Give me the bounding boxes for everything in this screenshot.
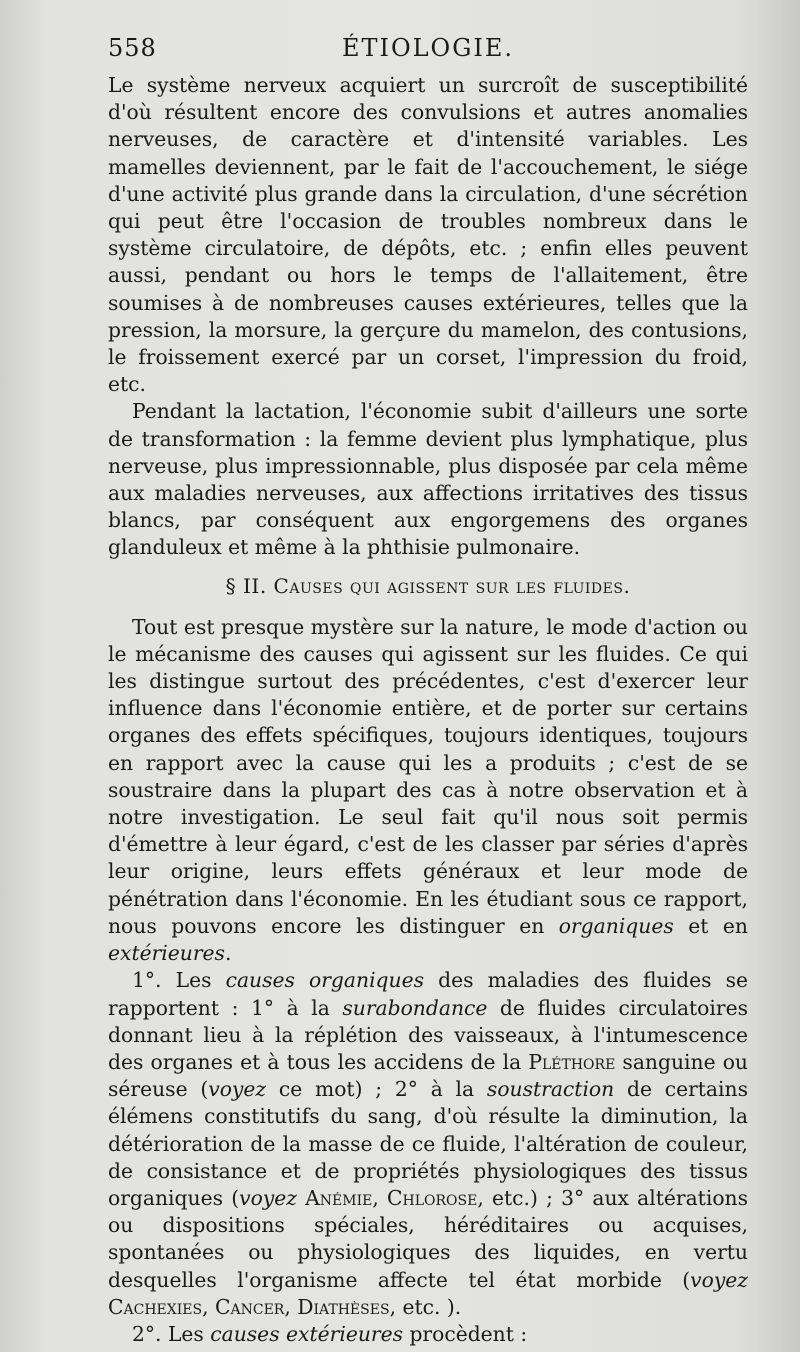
fluids-intro-text: Tout est presque mystère sur la nature, le mode d'action ou le mécanisme des causes qui agissent sur les fluides. Ce qui les distingue surtout des précédentes, c'est d'exercer leur influence dans l'économie entière, et de porter sur certains organes des effets spécifiques, toujours identiques, toujours en rapport avec la cause qui les a produits ; c'est de se soustraire dans la plupart des cas à notre observation et à notre investigation. Le seul fait qu'il nous soit permis d'émettre à leur égard, c'est de les classer par séries d'après leur origine, leurs effets généraux et leur mode de pénétration dans l'économie. En les étudiant sous ce rapport, nous pouvons encore les distinguer en xyxy=(108,614,748,938)
term-exterieures: extérieures xyxy=(108,941,225,966)
paragraph-lactation: Pendant la lactation, l'économie subit d'ailleurs une sorte de transformation : la femme devient plus lymphatique, plus nerveuse, plus impressionnable, plus disposée par cela même aux maladies nerveuses, aux affections irritatives des tissus blancs, par conséquent aux engorgemens des organes glanduleux et même à la phthisie pulmonaire. xyxy=(108,399,748,560)
external-tail: procèdent : xyxy=(403,1321,528,1346)
term-organiques: organiques xyxy=(558,913,674,938)
term-voyez-2: voyez xyxy=(239,1185,297,1210)
section-number: § II. xyxy=(225,573,267,598)
page-header xyxy=(108,30,748,70)
organic-text-8: , etc.) ; 3° aux altérations ou dispositions spéciales, héréditaires ou acquises, spontanées ou physiologiques des liquides, en vertu desquelles l'organisme affecte tel état morbide ( xyxy=(108,1185,749,1292)
external-lead: 2°. Les xyxy=(132,1321,211,1346)
ref-anemie: Anémie xyxy=(305,1185,373,1210)
ref-chlorose: Chlorose xyxy=(387,1185,478,1210)
organic-text-1: des maladies des fluides se rapportent : 1° à la xyxy=(108,968,748,1020)
page-body xyxy=(108,72,748,1348)
ref-diatheses: Diathèses xyxy=(297,1294,390,1319)
ref-cancer: Cancer xyxy=(214,1294,285,1319)
term-soustraction: soustraction xyxy=(486,1077,615,1102)
organic-text-5: de certains élémens constitutifs du sang, d'où résulte la diminution, la détérioration de la masse de ce fluide, l'altération de couleur, de consistance et de propriétés physiologiques des tissus organiques ( xyxy=(108,1077,748,1210)
ref-cachexies: Cachexies xyxy=(108,1294,203,1319)
organic-text-10: , xyxy=(202,1294,215,1319)
term-voyez-1: voyez xyxy=(208,1077,267,1102)
term-surabondance: surabondance xyxy=(342,995,488,1020)
organic-text-3: sanguine ou séreuse ( xyxy=(108,1049,748,1102)
page-number: 558 xyxy=(108,34,157,62)
paragraph-organic-causes xyxy=(108,967,748,1321)
organic-text-4: ce mot) ; 2° à la xyxy=(266,1077,487,1102)
term-causes-exterieures: causes extérieures xyxy=(210,1321,403,1346)
organic-text-6 xyxy=(297,1186,305,1210)
organic-lead: 1°. Les xyxy=(132,968,226,993)
paragraph-nervous-system: Le système nerveux acquiert un surcroît de susceptibilité d'où résultent encore des convulsions et autres anomalies nerveuses, de caractère et d'intensité variables. Les mamelles deviennent, par le fait de l'accouchement, le siége d'une activité plus grande dans la circulation, d'une sécrétion qui peut être l'occasion de troubles nombreux dans le système circulatoire, de dépôts, etc. ; enfin elles peuvent aussi, pendant ou hors le temps de l'allaitement, être soumises à de nombreuses causes extérieures, telles que la pression, la morsure, la gerçure du mamelon, des contusions, le froissement exercé par un corset, l'impression du froid, etc. xyxy=(108,73,748,397)
paragraph-fluids-intro xyxy=(108,614,748,968)
fluids-intro-end: . xyxy=(224,941,232,966)
term-causes-organiques: causes organiques xyxy=(225,968,425,993)
organic-text-12: , etc. ). xyxy=(389,1294,462,1319)
organic-text-7: , xyxy=(372,1185,388,1210)
organic-text-11: , xyxy=(284,1294,298,1319)
running-title: ÉTIOLOGIE. xyxy=(341,34,515,62)
section-title: Causes qui agissent sur les fluides. xyxy=(273,573,631,598)
ref-plethore: Pléthore xyxy=(528,1049,616,1074)
section-heading xyxy=(108,572,748,600)
fluids-intro-and: et en xyxy=(673,913,748,938)
organic-text-2: de fluides circulatoires donnant lieu à la réplétion des vaisseaux, à l'intumescence des organes et à tous les accidens de la xyxy=(108,995,748,1074)
paragraph-external-causes xyxy=(108,1321,748,1348)
term-voyez-3: voyez xyxy=(690,1267,748,1292)
